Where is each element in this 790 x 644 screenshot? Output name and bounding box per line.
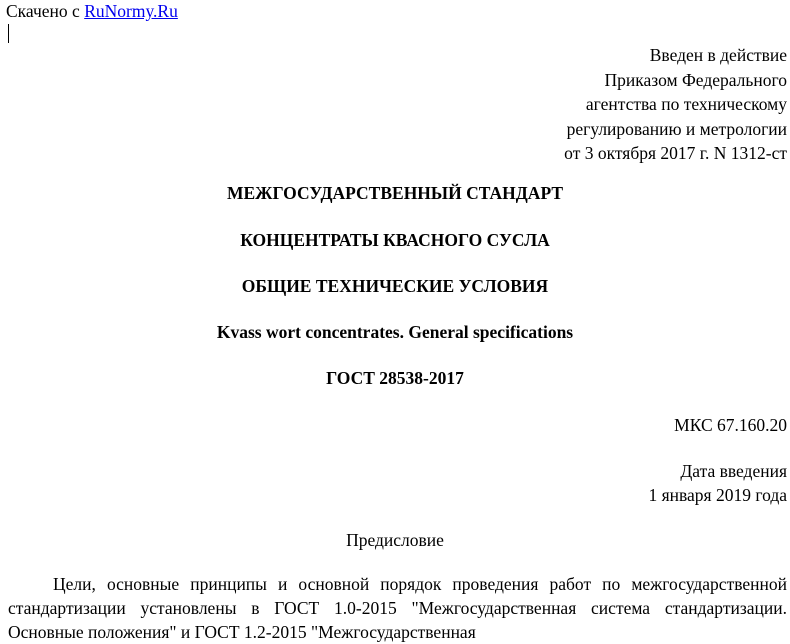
foreword-heading: Предисловие: [346, 530, 444, 550]
text-cursor: [8, 24, 9, 43]
intro-date-value: 1 января 2019 года: [648, 485, 787, 505]
mks-code: МКС 67.160.20: [674, 415, 787, 435]
source-line: [6, 1, 178, 21]
document-subtitle: ОБЩИЕ ТЕХНИЧЕСКИЕ УСЛОВИЯ: [241, 276, 549, 296]
approval-line: от 3 октября 2017 г. N 1312-ст: [564, 143, 787, 163]
runormy-link[interactable]: RuNormy.Ru: [84, 1, 178, 21]
standard-type-heading: МЕЖГОСУДАРСТВЕННЫЙ СТАНДАРТ: [226, 183, 564, 203]
approval-line: Приказом Федерального: [604, 69, 787, 90]
source-prefix: Скачено с: [6, 1, 80, 21]
document-title: КОНЦЕНТРАТЫ КВАСНОГО СУСЛА: [240, 230, 550, 250]
approval-line: Введен в действие: [649, 45, 787, 65]
intro-date-label: Дата введения: [680, 461, 787, 481]
approval-block: [564, 43, 787, 166]
gost-code: ГОСТ 28538-2017: [326, 368, 464, 388]
english-title: Kvass wort concentrates. General specifications: [216, 322, 574, 342]
approval-line: агентства по техническому: [585, 94, 787, 114]
intro-date-block: [648, 459, 787, 507]
foreword-paragraph: Цели, основные принципы и основной порядок проведения работ по межгосударственной стандартизации установлены в ГОСТ 1.0-2015 "Межгосударственная система стандартизации. Основные положения" и ГОСТ 1.2-2015 "Межгосударственная: [8, 574, 787, 642]
approval-line: регулированию и метрологии: [566, 118, 787, 139]
